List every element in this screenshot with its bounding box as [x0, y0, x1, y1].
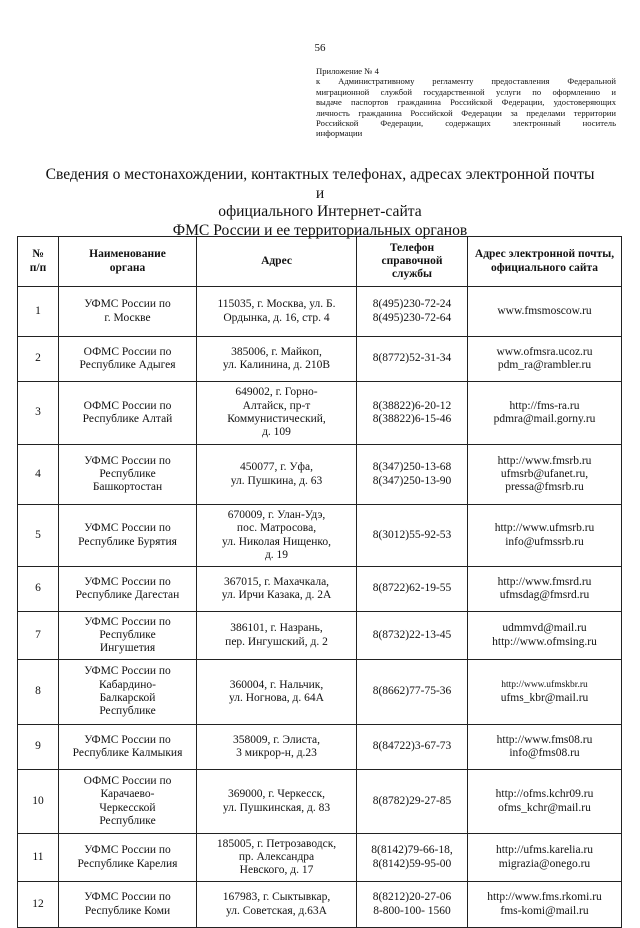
row-number: 8: [18, 660, 59, 725]
appendix-line: личность гражданина Российской Федерации за пределами территории: [316, 107, 616, 118]
org-name-line: Республике: [99, 467, 156, 480]
table-row: [18, 567, 622, 612]
cell-address: [197, 445, 357, 505]
org-name-line: ОФМС России по: [83, 774, 172, 787]
phone-line: 8-800-100- 1560: [373, 904, 451, 917]
email-site-line: migrazia@onego.ru: [498, 857, 591, 870]
address-line: 369000, г. Черкесск,: [227, 788, 326, 801]
cell-phone: [357, 337, 468, 382]
table-row: [18, 834, 622, 882]
cell-phone: [357, 567, 468, 612]
address-line: 358009, г. Элиста,: [232, 733, 320, 746]
org-name-line: г. Москве: [104, 311, 151, 324]
org-name-line: Черкесской: [99, 801, 156, 814]
org-name-line: Республике: [99, 628, 156, 641]
document-title: [40, 166, 600, 240]
row-number: 4: [18, 445, 59, 505]
header-line: Наименование: [89, 248, 166, 261]
cell-phone: [357, 505, 468, 567]
email-site-line: info@ufmssrb.ru: [505, 535, 584, 548]
cell-address: [197, 287, 357, 337]
row-number: 11: [18, 834, 59, 882]
cell-email-site: [468, 505, 622, 567]
email-site-line: http://www.fms08.ru: [496, 733, 593, 746]
row-number: 12: [18, 882, 59, 928]
row-number: 6: [18, 567, 59, 612]
email-site-line: http://www.fmsrb.ru: [497, 454, 592, 467]
org-name-line: УФМС России по: [84, 454, 171, 467]
org-name-line: УФМС России по: [84, 891, 171, 904]
org-name-line: Республике Дагестан: [75, 589, 180, 601]
email-site-line: http://www.ofmsing.ru: [492, 635, 597, 648]
cell-phone: [357, 660, 468, 725]
title-line: официального Интернет-сайта: [218, 203, 422, 220]
address-line: 670009, г. Улан-Удэ,: [227, 508, 326, 521]
cell-org-name: [59, 505, 197, 567]
address-line: д. 109: [262, 426, 291, 439]
table-row: [18, 770, 622, 834]
cell-org-name: [59, 834, 197, 882]
title-line: Сведения о местонахождении, контактных телефонах, адресах электронной почты и: [45, 166, 595, 202]
address-line: Алтайск, пр-т: [242, 399, 311, 412]
cell-org-name: [59, 770, 197, 834]
email-site-line: http://www.fms.rkomi.ru: [487, 891, 602, 904]
org-name-line: Балкарской: [99, 692, 156, 704]
cell-phone: [357, 770, 468, 834]
cell-org-name: [59, 287, 197, 337]
cell-address: [197, 725, 357, 770]
cell-email-site: [468, 612, 622, 660]
header-line: органа: [109, 261, 146, 274]
appendix-note: [316, 66, 616, 139]
phone-line: 8(495)230-72-64: [372, 311, 452, 324]
cell-phone: [357, 445, 468, 505]
org-name-line: Республике Калмыкия: [72, 747, 183, 759]
address-line: 185005, г. Петрозаводск,: [216, 837, 337, 850]
cell-email-site: [468, 567, 622, 612]
org-name-line: Республике Адыгея: [79, 359, 176, 371]
org-name-line: УФМС России по: [84, 575, 171, 588]
address-line: 360004, г. Нальчик,: [229, 678, 324, 691]
cell-email-site: [468, 834, 622, 882]
cell-address: [197, 337, 357, 382]
table-row: [18, 445, 622, 505]
header-number: [18, 237, 59, 287]
email-site-line: pdm_ra@rambler.ru: [497, 359, 592, 371]
org-name-line: УФМС России по: [84, 522, 171, 535]
email-site-line: info@fms08.ru: [509, 747, 580, 759]
org-name-line: Республике: [99, 814, 156, 827]
address-line: 167983, г. Сыктывкар,: [222, 891, 331, 904]
appendix-line: выдаче паспортов гражданина Российской Федерации, удостоверяющих: [316, 97, 616, 108]
address-line: ул. Советская, д.63А: [226, 904, 327, 917]
email-site-line: http://www.fmsrd.ru: [497, 575, 592, 588]
cell-phone: [357, 612, 468, 660]
cell-org-name: [59, 725, 197, 770]
address-line: 3 микрор-н, д.23: [236, 747, 317, 759]
header-line: п/п: [29, 261, 47, 274]
email-site-line: ufmsdag@fmsrd.ru: [499, 589, 590, 601]
email-site-line: www.fmsmoscow.ru: [497, 304, 592, 317]
address-line: пр. Александра: [238, 850, 315, 863]
phone-line: 8(8782)29-27-85: [372, 794, 452, 807]
table-row: [18, 287, 622, 337]
email-site-line: http://fms-ra.ru: [509, 399, 580, 412]
phone-line: 8(3012)55-92-53: [372, 528, 452, 541]
table-row: [18, 505, 622, 567]
header-line: службы: [391, 268, 433, 281]
header-line: Телефон: [389, 241, 435, 254]
email-site-line: ofms_kchr@mail.ru: [498, 801, 591, 814]
phone-line: 8(8212)20-27-06: [372, 891, 452, 904]
header-line: Адрес электронной почты,: [474, 248, 615, 261]
phone-line: 8(8772)52-31-34: [372, 352, 452, 365]
email-site-line: http://www.ufmsrb.ru: [494, 522, 595, 535]
email-site-line: http://ufms.karelia.ru: [495, 844, 594, 857]
org-name-line: Кабардино-: [99, 678, 156, 691]
cell-email-site: [468, 445, 622, 505]
address-line: ул. Ирчи Казака, д. 2А: [221, 589, 332, 601]
address-line: 386101, г. Назрань,: [230, 622, 323, 635]
header-line: официального сайта: [490, 261, 599, 274]
address-line: ул. Пушкинская, д. 83: [222, 801, 331, 814]
address-line: Невского, д. 17: [239, 864, 314, 877]
table-header-row: [18, 237, 622, 287]
row-number: 7: [18, 612, 59, 660]
email-site-line: ufms_kbr@mail.ru: [500, 692, 589, 704]
cell-org-name: [59, 382, 197, 445]
cell-address: [197, 834, 357, 882]
cell-email-site: [468, 287, 622, 337]
email-site-line: http://ofms.kchr09.ru: [495, 788, 594, 801]
email-site-line: ufmsrb@ufanet.ru,: [500, 467, 589, 480]
org-name-line: Республике: [99, 705, 156, 718]
address-line: 385006, г. Майкоп,: [231, 345, 322, 358]
header-address: [197, 237, 357, 287]
header-phone: [357, 237, 468, 287]
phone-line: 8(84722)3-67-73: [372, 740, 452, 753]
row-number: 9: [18, 725, 59, 770]
cell-address: [197, 660, 357, 725]
address-line: ул. Ногнова, д. 64А: [229, 692, 324, 704]
cell-email-site: [468, 337, 622, 382]
phone-line: 8(8662)77-75-36: [372, 685, 452, 698]
org-name-line: УФМС России по: [84, 733, 171, 746]
row-number: 1: [18, 287, 59, 337]
cell-address: [197, 505, 357, 567]
email-site-line: udmmvd@mail.ru: [502, 622, 587, 635]
address-line: пер. Ингушский, д. 2: [225, 635, 328, 648]
table-row: [18, 660, 622, 725]
appendix-line: информации: [316, 128, 363, 139]
cell-phone: [357, 725, 468, 770]
cell-org-name: [59, 337, 197, 382]
table-row: [18, 612, 622, 660]
email-site-line: www.ofmsra.ucoz.ru: [496, 345, 593, 358]
table-row: [18, 337, 622, 382]
cell-phone: [357, 382, 468, 445]
address-line: д. 19: [264, 548, 289, 561]
org-name-line: Республике Карелия: [77, 857, 178, 870]
phone-line: 8(347)250-13-68: [372, 461, 452, 474]
cell-email-site: [468, 660, 622, 725]
address-line: 450077, г. Уфа,: [240, 461, 313, 474]
row-number: 5: [18, 505, 59, 567]
table-row: [18, 725, 622, 770]
cell-org-name: [59, 567, 197, 612]
org-name-line: Республике Коми: [84, 904, 171, 917]
org-name-line: Республике Алтай: [82, 413, 173, 425]
phone-line: 8(38822)6-20-12: [372, 399, 452, 412]
address-line: 115035, г. Москва, ул. Б.: [217, 298, 336, 311]
phone-line: 8(38822)6-15-46: [372, 413, 452, 425]
email-site-line: fms-komi@mail.ru: [500, 904, 589, 917]
cell-email-site: [468, 382, 622, 445]
cell-org-name: [59, 660, 197, 725]
phone-line: 8(8732)22-13-45: [372, 628, 452, 641]
cell-phone: [357, 287, 468, 337]
org-name-line: Карачаево-: [100, 788, 155, 801]
org-name-line: Ингушетия: [99, 642, 156, 655]
address-line: Ордынка, д. 16, стр. 4: [223, 311, 330, 324]
cell-org-name: [59, 612, 197, 660]
fms-offices-table: [17, 236, 622, 928]
phone-line: 8(8142)79-66-18,: [371, 844, 453, 857]
email-site-line: pressa@fmsrb.ru: [505, 481, 584, 494]
appendix-line: Приложение № 4: [316, 66, 379, 76]
header-line: справочной: [381, 254, 443, 267]
appendix-line: миграционной службой государственной услуги по оформлению и: [316, 86, 616, 97]
address-line: Коммунистический,: [227, 413, 326, 425]
appendix-line: к Административному регламенту предоставления Федеральной: [316, 76, 616, 87]
address-line: ул. Пушкина, д. 63: [230, 474, 323, 487]
header-name: [59, 237, 197, 287]
address-line: 367015, г. Махачкала,: [223, 575, 330, 588]
cell-phone: [357, 834, 468, 882]
cell-email-site: [468, 725, 622, 770]
org-name-line: УФМС России по: [84, 298, 171, 311]
address-line: ул. Николая Нищенко,: [221, 535, 331, 548]
org-name-line: ОФМС России по: [83, 399, 172, 412]
email-site-line: pdmra@mail.gorny.ru: [493, 413, 596, 425]
row-number: 3: [18, 382, 59, 445]
header-email: [468, 237, 622, 287]
cell-address: [197, 770, 357, 834]
cell-address: [197, 612, 357, 660]
email-site-line: http://www.ufmskbr.ru: [501, 679, 588, 690]
org-name-line: УФМС России по: [84, 844, 171, 857]
cell-org-name: [59, 445, 197, 505]
address-line: 649002, г. Горно-: [235, 386, 318, 399]
header-line: №: [32, 248, 44, 261]
title-line: ФМС России и ее территориальных органов: [172, 221, 468, 239]
row-number: 10: [18, 770, 59, 834]
address-line: пос. Матросова,: [236, 522, 317, 535]
cell-email-site: [468, 770, 622, 834]
phone-line: 8(8722)62-19-55: [372, 582, 452, 595]
row-number: 2: [18, 337, 59, 382]
org-name-line: Башкортостан: [92, 481, 163, 494]
cell-address: [197, 567, 357, 612]
phone-line: 8(8142)59-95-00: [372, 857, 452, 870]
cell-address: [197, 382, 357, 445]
org-name-line: ОФМС России по: [83, 345, 172, 358]
table-row: [18, 382, 622, 445]
org-name-line: УФМС России по: [84, 665, 171, 678]
address-line: ул. Калинина, д. 210В: [222, 359, 331, 371]
header-line: Адрес: [261, 254, 292, 267]
phone-line: 8(495)230-72-24: [372, 298, 452, 311]
table-body: [18, 287, 622, 928]
appendix-line: Российской Федерации, содержащих электронный носитель: [316, 118, 616, 129]
org-name-line: УФМС России по: [84, 615, 171, 628]
page-number: 56: [314, 42, 326, 54]
phone-line: 8(347)250-13-90: [372, 474, 452, 487]
org-name-line: Республике Бурятия: [78, 535, 177, 548]
